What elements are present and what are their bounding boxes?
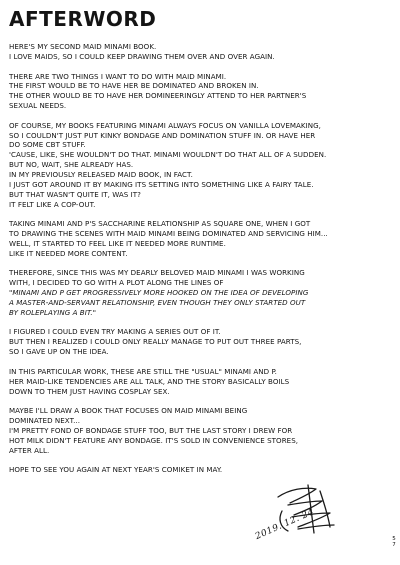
text-line: DOWN TO THEM JUST HAVING COSPLAY SEX. <box>9 386 170 396</box>
text-line: IN MY PREVIOUSLY RELEASED MAID BOOK, IN FACT. <box>9 169 193 179</box>
text-line: DOMINATED NEXT... <box>9 416 81 426</box>
text-line: LIKE IT NEEDED MORE CONTENT. <box>9 248 128 258</box>
text-line: THE OTHER WOULD BE TO HAVE HER DOMINEERINGLY ATTEND TO HER PARTNER'S <box>9 91 307 101</box>
text-line: I JUST GOT AROUND IT BY MAKING ITS SETTING INTO SOMETHING LIKE A FAIRY TALE. <box>9 179 314 189</box>
text-line: BUT NO, WAIT, SHE ALREADY HAS. <box>9 160 134 170</box>
text-line: HOT MILK DIDN'T FEATURE ANY BONDAGE. IT'S SOLD IN CONVENIENCE STORES, <box>9 435 299 445</box>
text-line: SO I COULDN'T JUST PUT KINKY BONDAGE AND DOMINATION STUFF IN. OR HAVE HER <box>9 130 316 140</box>
quote-line: A MASTER-AND-SERVANT RELATIONSHIP, EVEN THOUGH THEY ONLY STARTED OUT <box>9 297 306 307</box>
paragraph <box>9 268 387 317</box>
text-line: HERE'S MY SECOND MAID MINAMI BOOK. <box>9 42 157 51</box>
text-line: HOPE TO SEE YOU AGAIN AT NEXT YEAR'S COMIKET IN MAY. <box>9 465 223 475</box>
paragraph <box>9 72 387 111</box>
text-line: DO SOME CBT STUFF. <box>9 140 86 150</box>
paragraph <box>9 465 387 475</box>
signature-date: 2019. 12. 24 <box>253 507 316 542</box>
text-line: MAYBE I'LL DRAW A BOOK THAT FOCUSES ON MAID MINAMI BEING <box>9 406 248 416</box>
page-title: AFTERWORD <box>9 7 157 31</box>
quote-line: BY ROLEPLAYING A BIT." <box>9 307 97 317</box>
text-line: HER MAID-LIKE TENDENCIES ARE ALL TALK, AND THE STORY BASICALLY BOILS <box>9 376 290 386</box>
text-line: TAKING MINAMI AND P'S SACCHARINE RELATIONSHIP AS SQUARE ONE, WHEN I GOT <box>9 219 311 229</box>
text-line: WELL, IT STARTED TO FEEL LIKE IT NEEDED MORE RUNTIME. <box>9 238 226 248</box>
text-line: WITH, I DECIDED TO GO WITH A PLOT ALONG THE LINES OF <box>9 278 224 288</box>
page-number-digit: 5 <box>392 536 396 542</box>
paragraph <box>9 121 387 210</box>
text-line: THE FIRST WOULD BE TO HAVE HER BE DOMINATED AND BROKEN IN. <box>9 81 259 91</box>
text-line: I LOVE MAIDS, SO I COULD KEEP DRAWING THEM OVER AND OVER AGAIN. <box>9 51 275 61</box>
afterword-body <box>9 42 387 475</box>
page-number-digit: 7 <box>392 542 396 548</box>
text-line: IN THIS PARTICULAR WORK, THESE ARE STILL THE "USUAL" MINAMI AND P. <box>9 366 277 376</box>
text-line: BUT THEN I REALIZED I COULD ONLY REALLY MANAGE TO PUT OUT THREE PARTS, <box>9 337 302 347</box>
text-line: IT FELT LIKE A COP-OUT. <box>9 199 96 209</box>
text-line: 'CAUSE, LIKE, SHE WOULDN'T DO THAT. MINAMI WOULDN'T DO THAT ALL OF A SUDDEN. <box>9 150 327 160</box>
paragraph <box>9 406 387 455</box>
paragraph <box>9 219 387 258</box>
text-line: BUT THAT WASN'T QUITE IT, WAS IT? <box>9 189 141 199</box>
paragraph <box>9 327 387 357</box>
text-line: I FIGURED I COULD EVEN TRY MAKING A SERIES OUT OF IT. <box>9 327 221 337</box>
text-line: OF COURSE, MY BOOKS FEATURING MINAMI ALWAYS FOCUS ON VANILLA LOVEMAKING, <box>9 120 321 130</box>
paragraph <box>9 42 387 62</box>
text-line: TO DRAWING THE SCENES WITH MAID MINAMI BEING DOMINATED AND SERVICING HIM... <box>9 229 328 239</box>
page-number <box>391 536 397 548</box>
text-line: AFTER ALL. <box>9 445 50 455</box>
text-line: THERE ARE TWO THINGS I WANT TO DO WITH MAID MINAMI. <box>9 71 227 81</box>
text-line: I'M PRETTY FOND OF BONDAGE STUFF TOO, BUT THE LAST STORY I DREW FOR <box>9 425 293 435</box>
text-line: SEXUAL NEEDS. <box>9 101 67 111</box>
text-line: SO I GAVE UP ON THE IDEA. <box>9 347 109 357</box>
text-line: THEREFORE, SINCE THIS WAS MY DEARLY BELOVED MAID MINAMI I WAS WORKING <box>9 268 305 278</box>
quote-line: "MINAMI AND P GET PROGRESSIVELY MORE HOOKED ON THE IDEA OF DEVELOPING <box>9 288 309 298</box>
paragraph <box>9 367 387 397</box>
